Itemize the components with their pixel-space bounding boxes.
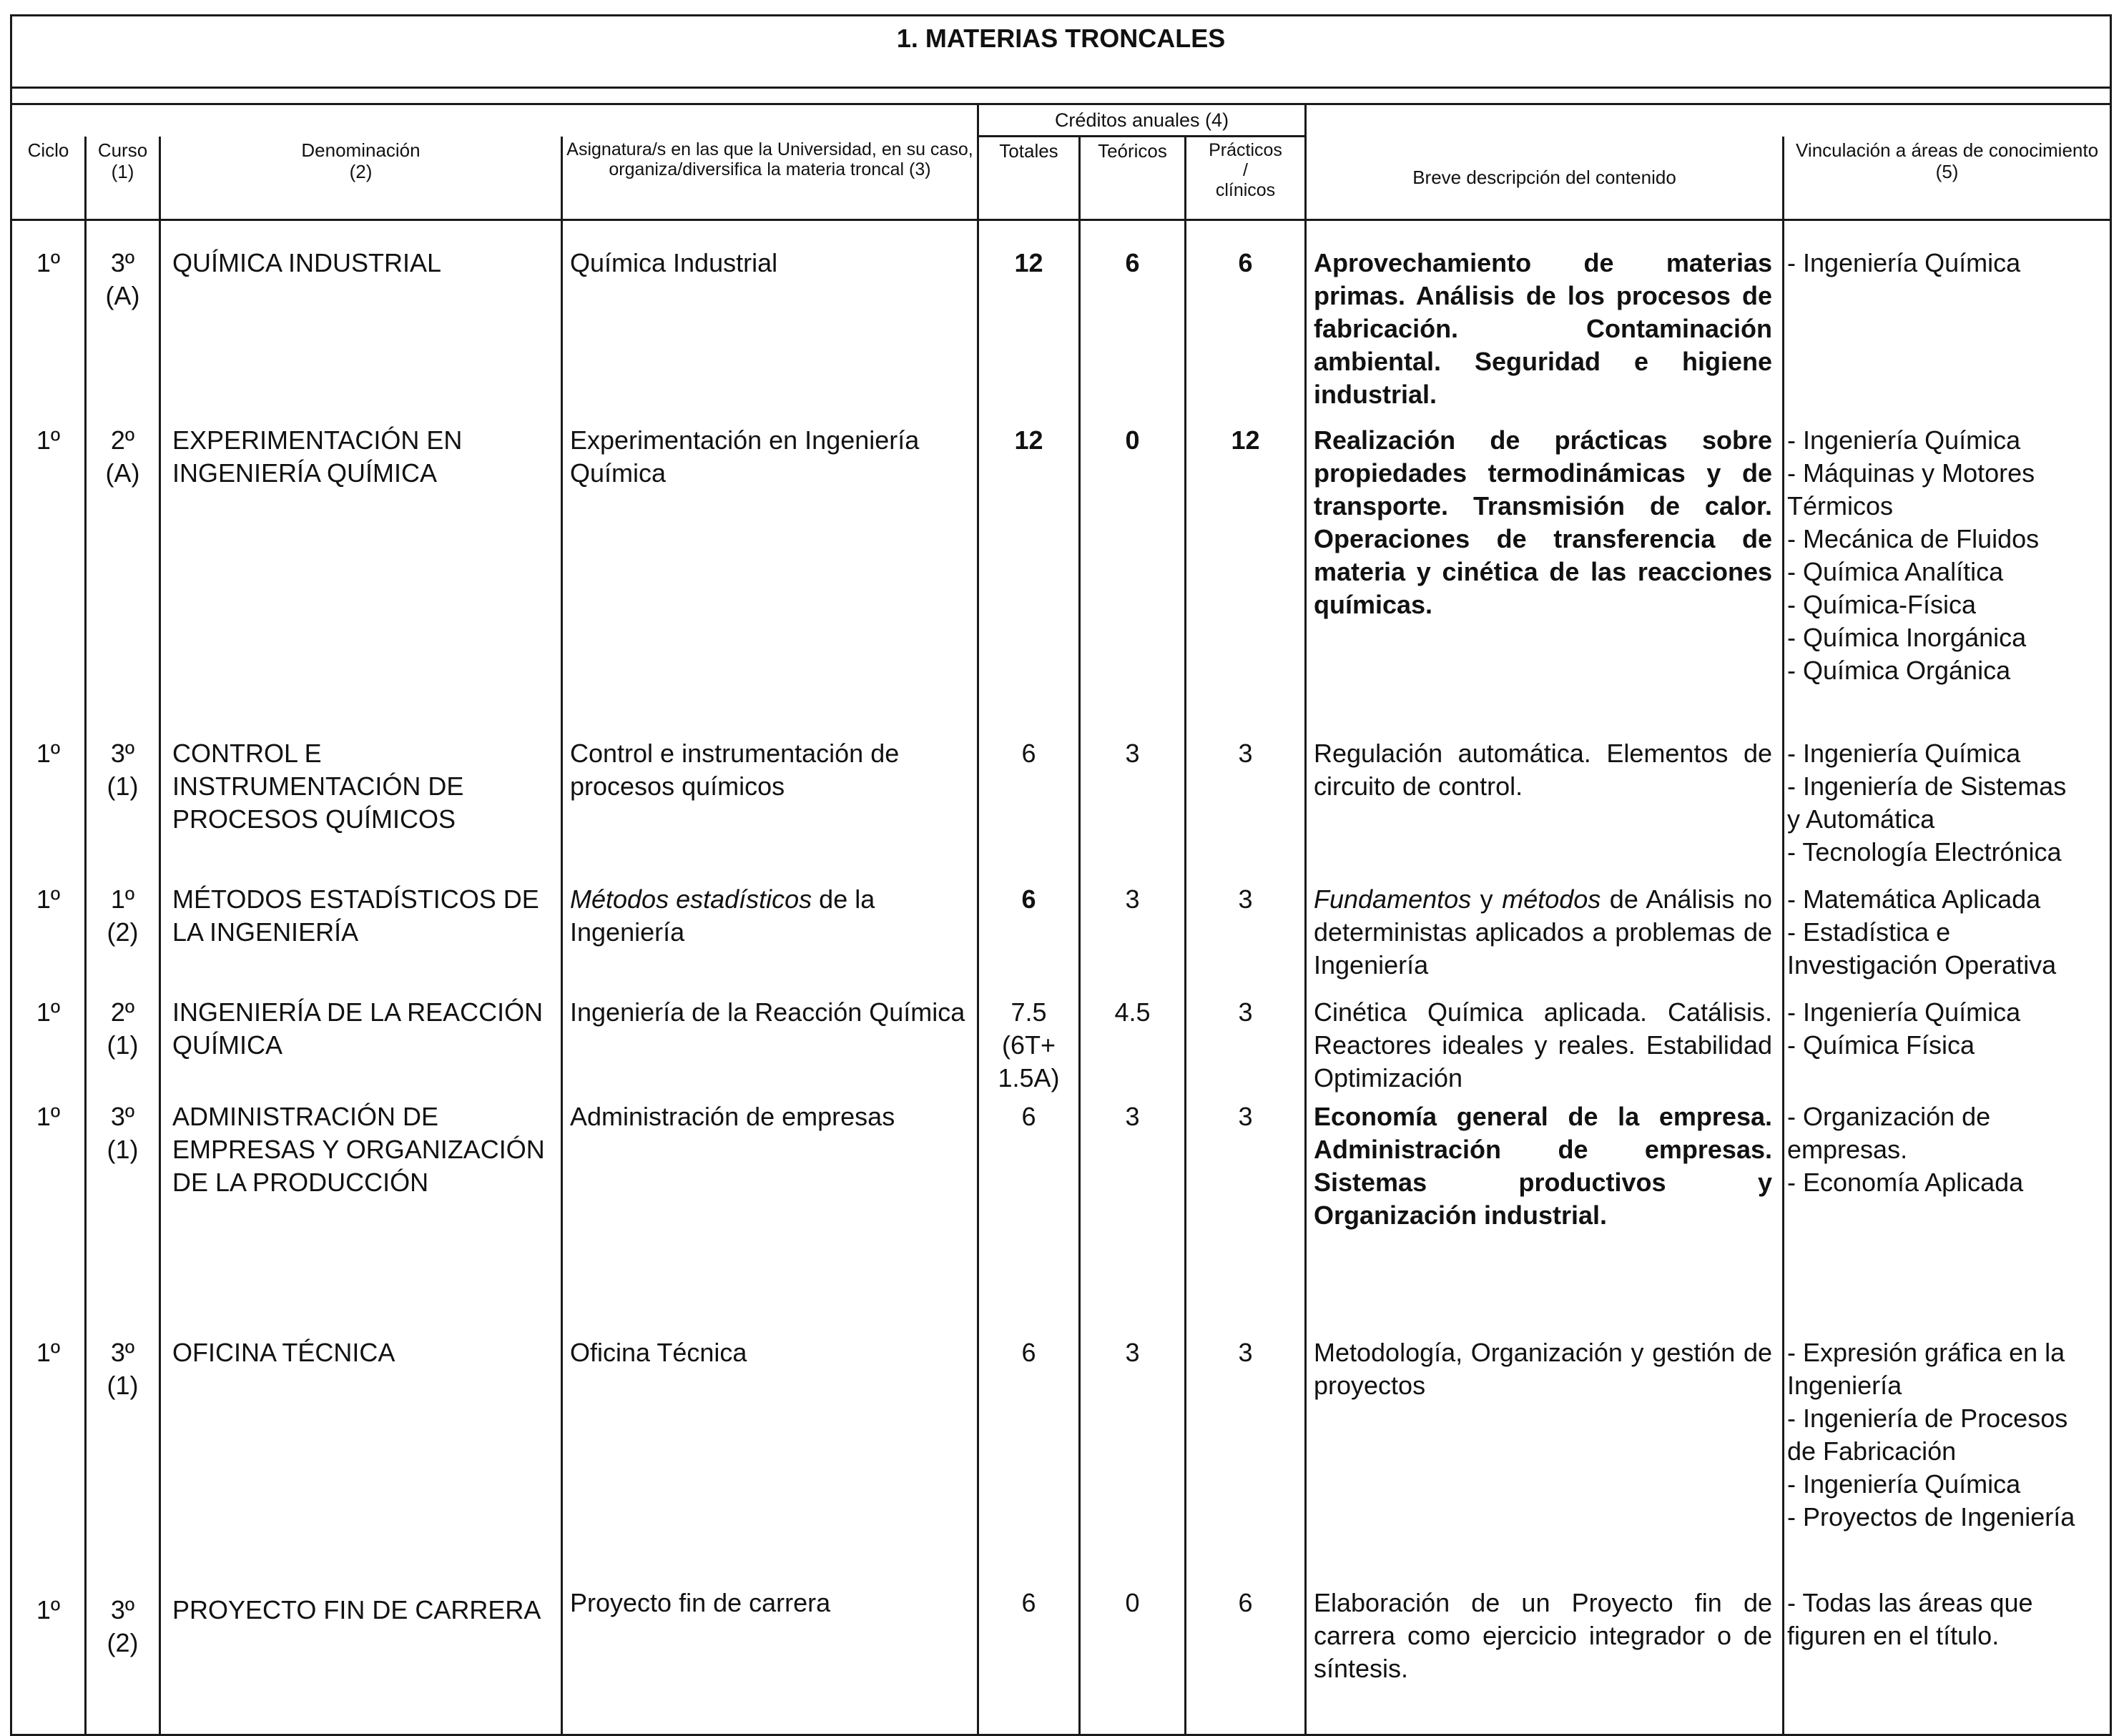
document-sheet <box>10 14 2110 1683</box>
cell-ciclo: 1º <box>11 877 86 990</box>
area-item: - Química Física <box>1787 1030 1975 1060</box>
area-item: - Matemática Aplicada <box>1787 884 2041 914</box>
area-item: - Todas las áreas que <box>1787 1588 2033 1617</box>
cell-teoricos: 3 <box>1080 731 1186 877</box>
cell-curso: 2º (1) <box>86 990 160 1095</box>
header-teoricos: Teóricos <box>1080 137 1186 220</box>
cell-descripcion: Economía general de la empresa. Administración de empresas. Sistemas productivos y Organización industrial. <box>1306 1095 1784 1293</box>
cell-teoricos: 3 <box>1080 877 1186 990</box>
cell-descripcion: Realización de prácticas sobre propiedades termodinámicas y de transporte. Transmisión de calor. Operaciones de transferencia de materia y cinética de las reacciones químicas. <box>1306 418 1784 731</box>
cell-asignatura: Proyecto fin de carrera <box>562 1572 978 1735</box>
cell-totales: 7.5 (6T+ 1.5A) <box>978 990 1080 1095</box>
area-item: - Economía Aplicada <box>1787 1168 2024 1197</box>
area-item: - Mecánica de Fluidos <box>1787 524 2040 553</box>
cell-practicos: 6 <box>1186 1572 1306 1735</box>
cell-curso: 3º (1) <box>86 1293 160 1572</box>
area-item: - Química Inorgánica <box>1787 623 2027 652</box>
cell-teoricos: 3 <box>1080 1293 1186 1572</box>
cell-totales: 6 <box>978 877 1080 990</box>
cell-totales: 6 <box>978 731 1080 877</box>
header-curso: Curso (1) <box>86 137 160 220</box>
header-asignatura: Asignatura/s en las que la Universidad, en su caso, organiza/diversifica la materia troncal (3) <box>562 137 978 220</box>
cell-curso: 2º (A) <box>86 418 160 731</box>
area-item: - Química Analítica <box>1787 557 2004 586</box>
cell-asignatura: Experimentación en Ingeniería Química <box>562 418 978 731</box>
table-row <box>11 731 2111 877</box>
area-item: empresas. <box>1787 1135 1908 1164</box>
table-row <box>11 1572 2111 1735</box>
table-row <box>11 1095 2111 1293</box>
area-item: - Organización de <box>1787 1102 1991 1131</box>
cell-denominacion: CONTROL E INSTRUMENTACIÓN DE PROCESOS QUÍMICOS <box>160 731 562 877</box>
cell-denominacion: ADMINISTRACIÓN DE EMPRESAS Y ORGANIZACIÓN DE LA PRODUCCIÓN <box>160 1095 562 1293</box>
cell-descripcion: Regulación automática. Elementos de circuito de control. <box>1306 731 1784 877</box>
table-row <box>11 220 2111 419</box>
header-totales: Totales <box>978 137 1080 220</box>
header-practicos: Prácticos / clínicos <box>1186 137 1306 220</box>
area-item: - Ingeniería de Procesos <box>1787 1404 2068 1433</box>
table-title: 1. MATERIAS TRONCALES <box>11 16 2111 88</box>
area-item: - Máquinas y Motores <box>1787 458 2035 488</box>
cell-ciclo: 1º <box>11 1293 86 1572</box>
header-creditos-group: Créditos anuales (4) <box>978 104 1306 137</box>
cell-totales: 6 <box>978 1572 1080 1735</box>
cell-curso: 3º (2) <box>86 1572 160 1735</box>
cell-practicos: 3 <box>1186 877 1306 990</box>
area-item: y Automática <box>1787 804 1935 834</box>
table-row <box>11 990 2111 1095</box>
cell-vinculacion <box>1784 731 2111 877</box>
cell-vinculacion <box>1784 1572 2111 1735</box>
area-item: - Tecnología Electrónica <box>1787 837 2062 867</box>
area-item: - Ingeniería Química <box>1787 739 2021 768</box>
cell-denominacion: INGENIERÍA DE LA REACCIÓN QUÍMICA <box>160 990 562 1095</box>
cell-descripcion: Cinética Química aplicada. Catálisis. Reactores ideales y reales. Estabilidad Optimización <box>1306 990 1784 1095</box>
area-item: - Química-Física <box>1787 590 1977 619</box>
cell-practicos: 3 <box>1186 1095 1306 1293</box>
cell-ciclo: 1º <box>11 990 86 1095</box>
cell-ciclo: 1º <box>11 220 86 419</box>
cell-asignatura: Oficina Técnica <box>562 1293 978 1572</box>
gap-row <box>11 88 2111 104</box>
area-item: - Ingeniería Química <box>1787 248 2021 277</box>
cell-descripcion: Aprovechamiento de materias primas. Análisis de los procesos de fabricación. Contaminación ambiental. Seguridad e higiene industrial. <box>1306 220 1784 419</box>
table-row <box>11 1293 2111 1572</box>
area-item: Investigación Operativa <box>1787 950 2057 980</box>
cell-ciclo: 1º <box>11 418 86 731</box>
cell-teoricos: 6 <box>1080 220 1186 419</box>
materias-troncales-table <box>10 14 2112 1736</box>
cell-teoricos: 0 <box>1080 1572 1186 1735</box>
cell-totales: 6 <box>978 1293 1080 1572</box>
cell-practicos: 3 <box>1186 731 1306 877</box>
cell-curso: 3º (A) <box>86 220 160 419</box>
cell-curso: 3º (1) <box>86 1095 160 1293</box>
cell-teoricos: 3 <box>1080 1095 1186 1293</box>
table-row <box>11 877 2111 990</box>
cell-ciclo: 1º <box>11 1095 86 1293</box>
header-vinculacion: Vinculación a áreas de conocimiento (5) <box>1784 137 2111 220</box>
cell-asignatura: Ingeniería de la Reacción Química <box>562 990 978 1095</box>
header-blank-right <box>1306 104 2111 137</box>
header-blank-left <box>11 104 978 137</box>
area-item: - Expresión gráfica en la <box>1787 1338 2065 1367</box>
area-item: Ingeniería <box>1787 1371 1902 1400</box>
cell-descripcion: Fundamentos y métodos de Análisis no deterministas aplicados a problemas de Ingeniería <box>1306 877 1784 990</box>
area-item: Térmicos <box>1787 491 1894 521</box>
cell-denominacion: EXPERIMENTACIÓN EN INGENIERÍA QUÍMICA <box>160 418 562 731</box>
cell-curso: 3º (1) <box>86 731 160 877</box>
cell-vinculacion <box>1784 220 2111 419</box>
area-item: - Ingeniería Química <box>1787 1469 2021 1499</box>
cell-practicos: 3 <box>1186 990 1306 1095</box>
area-item: figuren en el título. <box>1787 1621 2000 1650</box>
cell-totales: 12 <box>978 418 1080 731</box>
cell-practicos: 6 <box>1186 220 1306 419</box>
area-item: - Estadística e <box>1787 917 1951 947</box>
header-descripcion: Breve descripción del contenido <box>1306 137 1784 220</box>
cell-descripcion: Elaboración de un Proyecto fin de carrera como ejercicio integrador o de síntesis. <box>1306 1572 1784 1735</box>
cell-asignatura: Química Industrial <box>562 220 978 419</box>
cell-vinculacion <box>1784 1293 2111 1572</box>
cell-asignatura: Métodos estadísticos de la Ingeniería <box>562 877 978 990</box>
area-item: - Ingeniería de Sistemas <box>1787 771 2067 801</box>
area-item: de Fabricación <box>1787 1436 1957 1466</box>
cell-teoricos: 4.5 <box>1080 990 1186 1095</box>
cell-ciclo: 1º <box>11 1572 86 1735</box>
cell-practicos: 12 <box>1186 418 1306 731</box>
cell-teoricos: 0 <box>1080 418 1186 731</box>
header-ciclo: Ciclo <box>11 137 86 220</box>
cell-curso: 1º (2) <box>86 877 160 990</box>
cell-vinculacion <box>1784 418 2111 731</box>
cell-denominacion: OFICINA TÉCNICA <box>160 1293 562 1572</box>
cell-practicos: 3 <box>1186 1293 1306 1572</box>
cell-denominacion: PROYECTO FIN DE CARRERA <box>160 1572 562 1735</box>
cell-asignatura: Administración de empresas <box>562 1095 978 1293</box>
header-denominacion: Denominación (2) <box>160 137 562 220</box>
cell-totales: 12 <box>978 220 1080 419</box>
area-item: - Proyectos de Ingeniería <box>1787 1502 2075 1532</box>
cell-denominacion: QUÍMICA INDUSTRIAL <box>160 220 562 419</box>
cell-totales: 6 <box>978 1095 1080 1293</box>
cell-vinculacion <box>1784 1095 2111 1293</box>
cell-denominacion: MÉTODOS ESTADÍSTICOS DE LA INGENIERÍA <box>160 877 562 990</box>
cell-asignatura: Control e instrumentación de procesos químicos <box>562 731 978 877</box>
cell-vinculacion <box>1784 877 2111 990</box>
area-item: - Ingeniería Química <box>1787 997 2021 1027</box>
area-item: - Química Orgánica <box>1787 656 2011 685</box>
area-item: - Ingeniería Química <box>1787 425 2021 455</box>
cell-vinculacion <box>1784 990 2111 1095</box>
table-row <box>11 418 2111 731</box>
cell-ciclo: 1º <box>11 731 86 877</box>
cell-descripcion: Metodología, Organización y gestión de proyectos <box>1306 1293 1784 1572</box>
